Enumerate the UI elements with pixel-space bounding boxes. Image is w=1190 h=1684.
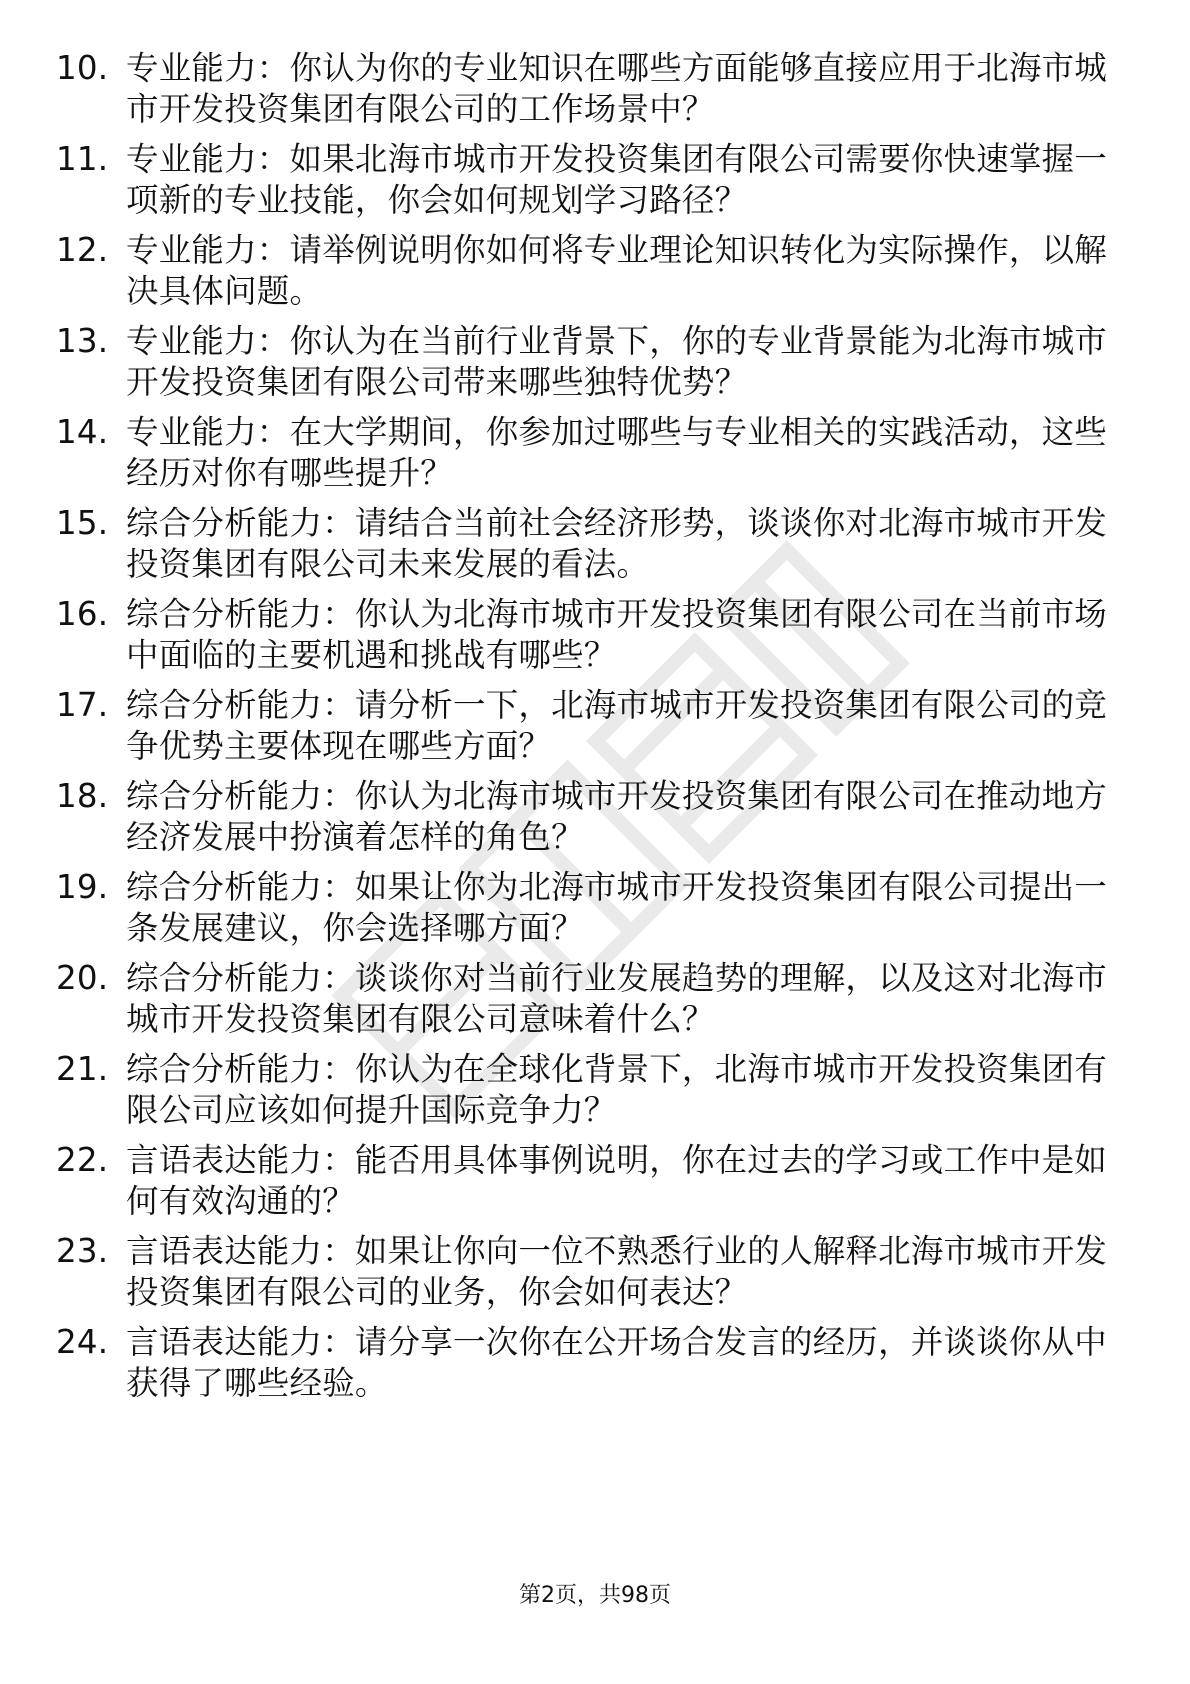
question-text: 言语表达能力：能否用具体事例说明，你在过去的学习或工作中是如何有效沟通的？ — [126, 1141, 1108, 1220]
question-item — [56, 1322, 1116, 1413]
question-number: 17. — [56, 686, 109, 724]
question-number: 16. — [56, 595, 109, 633]
question-number: 11. — [56, 140, 109, 178]
question-text: 专业能力：在大学期间，你参加过哪些与专业相关的实践活动，这些经历对你有哪些提升？ — [126, 413, 1108, 492]
question-text: 专业能力：你认为在当前行业背景下，你的专业背景能为北海市城市开发投资集团有限公司带来哪些独特优势？ — [126, 322, 1108, 401]
question-text: 言语表达能力：请分享一次你在公开场合发言的经历，并谈谈你从中获得了哪些经验。 — [126, 1323, 1108, 1402]
question-item — [56, 321, 1116, 412]
question-number: 23. — [56, 1232, 109, 1270]
question-text: 综合分析能力：你认为北海市城市开发投资集团有限公司在当前市场中面临的主要机遇和挑战有哪些？ — [126, 595, 1108, 674]
question-item — [56, 1231, 1116, 1322]
question-text: 综合分析能力：谈谈你对当前行业发展趋势的理解，以及这对北海市城市开发投资集团有限公司意味着什么？ — [126, 959, 1108, 1038]
question-item — [56, 1049, 1116, 1140]
question-item — [56, 958, 1116, 1049]
question-item — [56, 139, 1116, 230]
question-item — [56, 1140, 1116, 1231]
question-number: 21. — [56, 1050, 109, 1088]
question-number: 13. — [56, 322, 109, 360]
question-item — [56, 503, 1116, 594]
question-number: 15. — [56, 504, 109, 542]
question-text: 言语表达能力：如果让你向一位不熟悉行业的人解释北海市城市开发投资集团有限公司的业务，你会如何表达？ — [126, 1232, 1108, 1311]
question-number: 18. — [56, 777, 109, 815]
question-number: 14. — [56, 413, 109, 451]
page-footer: 第2页，共98页 — [519, 1583, 671, 1608]
question-text: 综合分析能力：如果让你为北海市城市开发投资集团有限公司提出一条发展建议，你会选择哪方面？ — [126, 868, 1108, 947]
question-number: 10. — [56, 49, 109, 87]
question-text: 综合分析能力：你认为北海市城市开发投资集团有限公司在推动地方经济发展中扮演着怎样的角色？ — [126, 777, 1108, 856]
question-list — [56, 48, 1116, 1413]
question-text: 专业能力：你认为你的专业知识在哪些方面能够直接应用于北海市城市开发投资集团有限公司的工作场景中？ — [126, 49, 1108, 128]
question-item — [56, 412, 1116, 503]
question-item — [56, 48, 1116, 139]
question-item — [56, 594, 1116, 685]
question-text: 综合分析能力：请结合当前社会经济形势，谈谈你对北海市城市开发投资集团有限公司未来发展的看法。 — [126, 504, 1108, 583]
question-text: 综合分析能力：你认为在全球化背景下，北海市城市开发投资集团有限公司应该如何提升国际竞争力？ — [126, 1050, 1108, 1129]
question-number: 19. — [56, 868, 109, 906]
question-number: 22. — [56, 1141, 109, 1179]
question-item — [56, 230, 1116, 321]
question-number: 12. — [56, 231, 109, 269]
question-item — [56, 776, 1116, 867]
question-number: 24. — [56, 1323, 109, 1361]
question-number: 20. — [56, 959, 109, 997]
question-text: 专业能力：请举例说明你如何将专业理论知识转化为实际操作，以解决具体问题。 — [126, 231, 1108, 310]
question-item — [56, 867, 1116, 958]
question-item — [56, 685, 1116, 776]
question-text: 专业能力：如果北海市城市开发投资集团有限公司需要你快速掌握一项新的专业技能，你会如何规划学习路径？ — [126, 140, 1108, 219]
question-text: 综合分析能力：请分析一下，北海市城市开发投资集团有限公司的竞争优势主要体现在哪些方面？ — [126, 686, 1108, 765]
